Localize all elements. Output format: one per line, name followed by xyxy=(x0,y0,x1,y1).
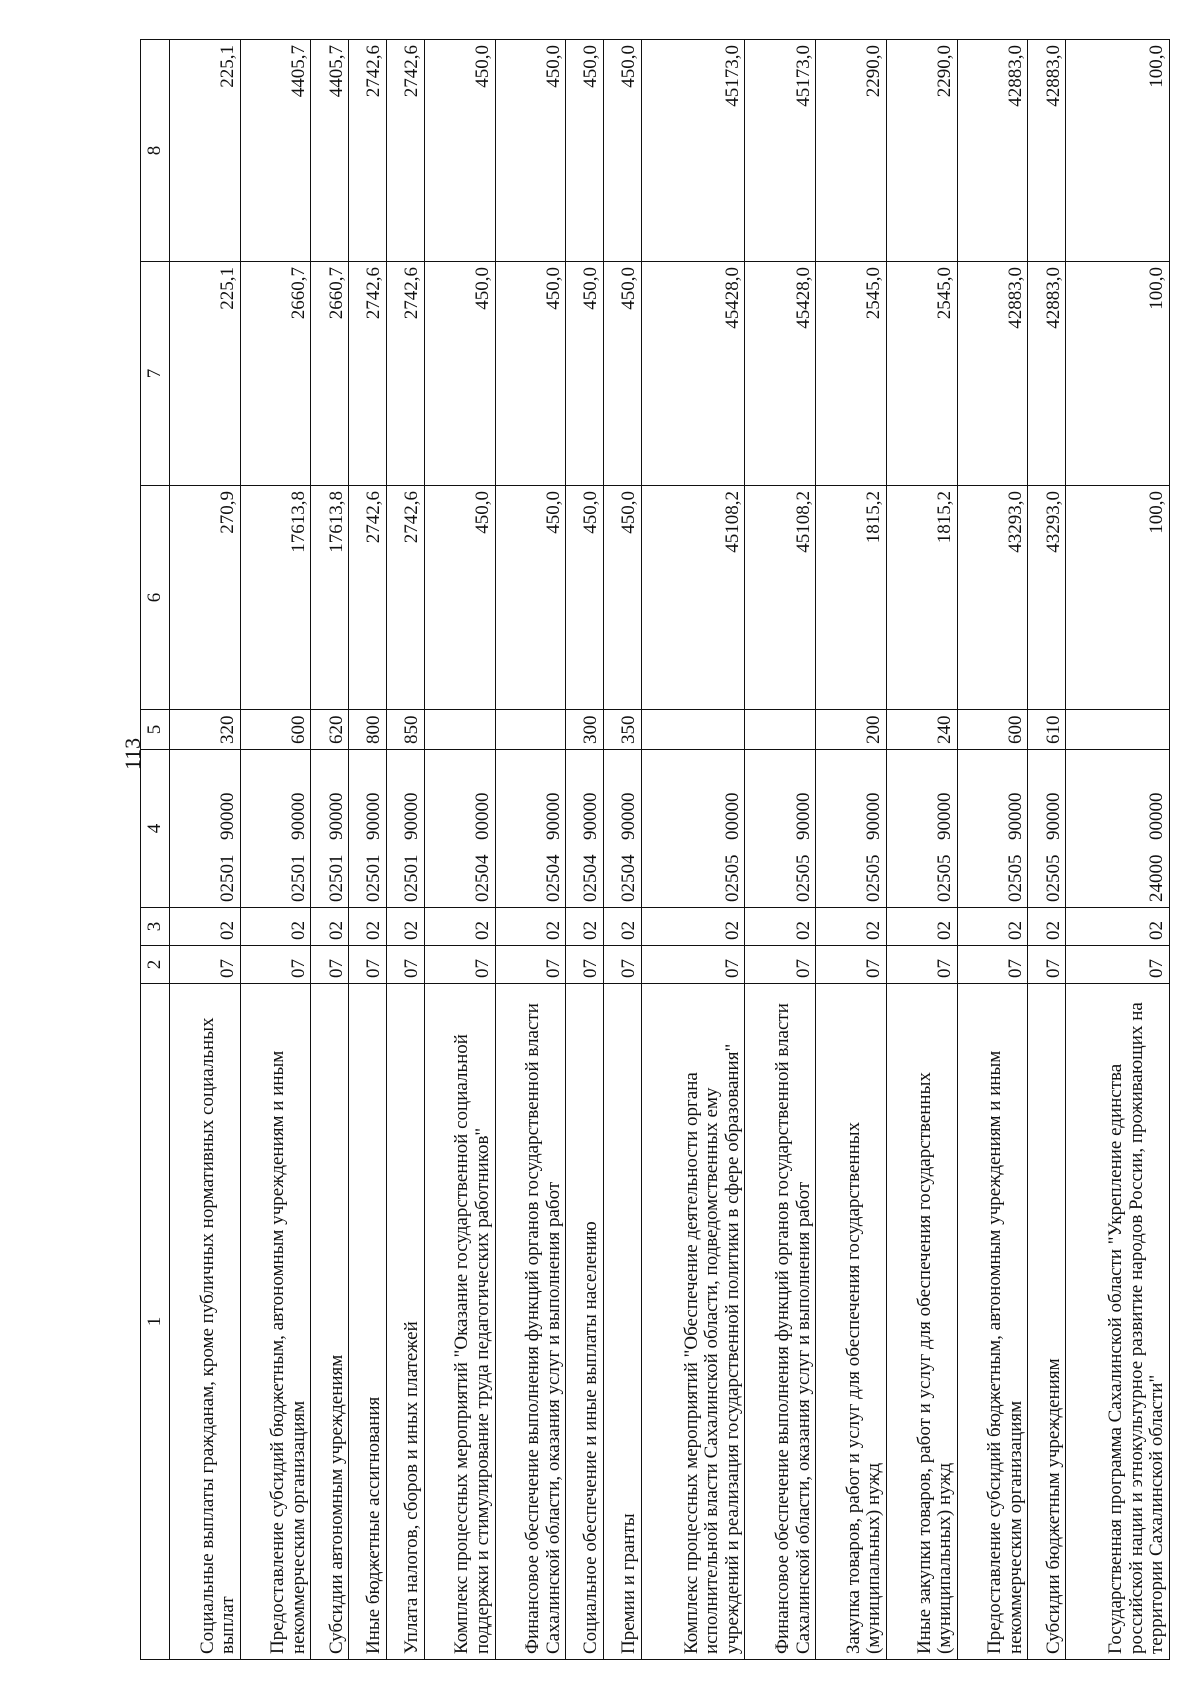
row-name: Уплата налогов, сборов и иных платежей xyxy=(387,984,425,1660)
table-body xyxy=(170,40,1170,1660)
amount-year-3: 225,1 xyxy=(170,40,241,262)
amount-year-2: 2742,6 xyxy=(349,262,387,486)
amount-year-1: 1815,2 xyxy=(886,486,957,710)
expense-type-code: 240 xyxy=(886,710,957,750)
direction-code: 90000 xyxy=(792,792,814,840)
amount-year-2: 450,0 xyxy=(566,262,604,486)
expense-type-code xyxy=(495,710,566,750)
expense-type-code: 850 xyxy=(387,710,425,750)
direction-code: 00000 xyxy=(1146,792,1168,840)
column-header: 1 xyxy=(141,984,170,1660)
amount-year-2: 225,1 xyxy=(170,262,241,486)
direction-code: 90000 xyxy=(325,792,347,840)
program-code: 02505 xyxy=(863,854,885,902)
table-row xyxy=(957,40,1028,1660)
section-code: 07 xyxy=(495,946,566,984)
amount-year-1: 45108,2 xyxy=(745,486,816,710)
section-code: 07 xyxy=(957,946,1028,984)
direction-code: 90000 xyxy=(618,792,640,840)
amount-year-1: 100,0 xyxy=(1066,486,1170,710)
amount-year-1: 43293,0 xyxy=(957,486,1028,710)
column-header: 6 xyxy=(141,486,170,710)
expense-type-code: 600 xyxy=(240,710,311,750)
table-row xyxy=(1028,40,1066,1660)
amount-year-3: 4405,7 xyxy=(240,40,311,262)
row-name: Комплекс процессных мероприятий "Обеспечение деятельности органа исполнительной власти Сахалинской области, подведомственных ему учреждений и реализация государственной политики в сфере образования" xyxy=(641,984,745,1660)
table-row xyxy=(424,40,495,1660)
subsection-code: 02 xyxy=(1066,908,1170,946)
table-row xyxy=(495,40,566,1660)
expense-type-code: 300 xyxy=(566,710,604,750)
target-article-code xyxy=(566,750,604,908)
row-name: Комплекс процессных мероприятий "Оказание государственной социальной поддержки и стимулирование труда педагогических работников" xyxy=(424,984,495,1660)
amount-year-2: 42883,0 xyxy=(957,262,1028,486)
amount-year-1: 450,0 xyxy=(495,486,566,710)
program-code: 02505 xyxy=(1042,854,1064,902)
program-code: 02501 xyxy=(287,854,309,902)
page-number: 113 xyxy=(120,737,145,770)
amount-year-1: 2742,6 xyxy=(349,486,387,710)
amount-year-2: 2545,0 xyxy=(886,262,957,486)
target-article-code xyxy=(957,750,1028,908)
program-code: 02505 xyxy=(934,854,956,902)
expense-type-code: 200 xyxy=(816,710,887,750)
row-name: Социальное обеспечение и иные выплаты населению xyxy=(566,984,604,1660)
amount-year-3: 2742,6 xyxy=(387,40,425,262)
column-header: 7 xyxy=(141,262,170,486)
row-name: Премии и гранты xyxy=(604,984,642,1660)
section-code: 07 xyxy=(745,946,816,984)
subsection-code: 02 xyxy=(816,908,887,946)
amount-year-2: 450,0 xyxy=(604,262,642,486)
table-row xyxy=(641,40,745,1660)
target-article-code xyxy=(349,750,387,908)
amount-year-1: 270,9 xyxy=(170,486,241,710)
direction-code: 90000 xyxy=(401,792,423,840)
amount-year-2: 2660,7 xyxy=(311,262,349,486)
column-header: 3 xyxy=(141,908,170,946)
program-code: 02504 xyxy=(618,854,640,902)
amount-year-2: 45428,0 xyxy=(745,262,816,486)
direction-code: 90000 xyxy=(217,792,239,840)
section-code: 07 xyxy=(240,946,311,984)
row-name: Финансовое обеспечение выполнения функций органов государственной власти Сахалинской области, оказания услуг и выполнения работ xyxy=(495,984,566,1660)
rotated-page xyxy=(140,40,1170,1660)
target-article-code xyxy=(816,750,887,908)
program-code: 02505 xyxy=(1004,854,1026,902)
amount-year-3: 45173,0 xyxy=(745,40,816,262)
amount-year-1: 1815,2 xyxy=(816,486,887,710)
program-code: 02504 xyxy=(580,854,602,902)
table-row xyxy=(387,40,425,1660)
direction-code: 90000 xyxy=(1004,792,1026,840)
subsection-code: 02 xyxy=(566,908,604,946)
amount-year-2: 2742,6 xyxy=(387,262,425,486)
section-code: 07 xyxy=(1028,946,1066,984)
table-row xyxy=(240,40,311,1660)
column-header: 4 xyxy=(141,750,170,908)
amount-year-3: 42883,0 xyxy=(1028,40,1066,262)
subsection-code: 02 xyxy=(957,908,1028,946)
expense-type-code xyxy=(1066,710,1170,750)
amount-year-3: 2290,0 xyxy=(816,40,887,262)
section-code: 07 xyxy=(1066,946,1170,984)
target-article-code xyxy=(387,750,425,908)
table-row xyxy=(566,40,604,1660)
subsection-code: 02 xyxy=(745,908,816,946)
row-name: Предоставление субсидий бюджетным, автономным учреждениям и иным некоммерческим организациям xyxy=(240,984,311,1660)
target-article-code xyxy=(170,750,241,908)
program-code: 02504 xyxy=(471,854,493,902)
amount-year-3: 450,0 xyxy=(566,40,604,262)
section-code: 07 xyxy=(424,946,495,984)
expense-type-code xyxy=(745,710,816,750)
direction-code: 00000 xyxy=(721,792,743,840)
row-name: Субсидии автономным учреждениям xyxy=(311,984,349,1660)
amount-year-3: 4405,7 xyxy=(311,40,349,262)
section-code: 07 xyxy=(311,946,349,984)
amount-year-1: 45108,2 xyxy=(641,486,745,710)
table-row xyxy=(745,40,816,1660)
row-name: Социальные выплаты гражданам, кроме публичных нормативных социальных выплат xyxy=(170,984,241,1660)
budget-table xyxy=(140,39,1170,1660)
direction-code: 90000 xyxy=(363,792,385,840)
expense-type-code: 350 xyxy=(604,710,642,750)
expense-type-code: 620 xyxy=(311,710,349,750)
subsection-code: 02 xyxy=(387,908,425,946)
section-code: 07 xyxy=(387,946,425,984)
row-name: Государственная программа Сахалинской области "Укрепление единства российской нации и этнокультурное развитие народов России, проживающих на территории Сахалинской области" xyxy=(1066,984,1170,1660)
subsection-code: 02 xyxy=(495,908,566,946)
subsection-code: 02 xyxy=(349,908,387,946)
table-row xyxy=(604,40,642,1660)
section-code: 07 xyxy=(816,946,887,984)
target-article-code xyxy=(745,750,816,908)
direction-code: 90000 xyxy=(287,792,309,840)
amount-year-1: 17613,8 xyxy=(311,486,349,710)
amount-year-1: 450,0 xyxy=(424,486,495,710)
amount-year-3: 45173,0 xyxy=(641,40,745,262)
direction-code: 90000 xyxy=(542,792,564,840)
direction-code: 90000 xyxy=(863,792,885,840)
subsection-code: 02 xyxy=(886,908,957,946)
column-header: 2 xyxy=(141,946,170,984)
column-header: 5 xyxy=(141,710,170,750)
subsection-code: 02 xyxy=(240,908,311,946)
amount-year-1: 43293,0 xyxy=(1028,486,1066,710)
target-article-code xyxy=(424,750,495,908)
target-article-code xyxy=(641,750,745,908)
subsection-code: 02 xyxy=(641,908,745,946)
direction-code: 90000 xyxy=(580,792,602,840)
table-header xyxy=(141,40,170,1660)
program-code: 02501 xyxy=(325,854,347,902)
direction-code: 90000 xyxy=(934,792,956,840)
expense-type-code: 320 xyxy=(170,710,241,750)
expense-type-code xyxy=(424,710,495,750)
target-article-code xyxy=(886,750,957,908)
table-row xyxy=(1066,40,1170,1660)
row-name: Предоставление субсидий бюджетным, автономным учреждениям и иным некоммерческим организациям xyxy=(957,984,1028,1660)
table-row xyxy=(170,40,241,1660)
direction-code: 00000 xyxy=(471,792,493,840)
amount-year-2: 45428,0 xyxy=(641,262,745,486)
subsection-code: 02 xyxy=(424,908,495,946)
amount-year-1: 17613,8 xyxy=(240,486,311,710)
row-name: Иные бюджетные ассигнования xyxy=(349,984,387,1660)
section-code: 07 xyxy=(886,946,957,984)
program-code: 02501 xyxy=(401,854,423,902)
subsection-code: 02 xyxy=(1028,908,1066,946)
amount-year-2: 450,0 xyxy=(495,262,566,486)
table-row xyxy=(349,40,387,1660)
amount-year-2: 2660,7 xyxy=(240,262,311,486)
amount-year-3: 100,0 xyxy=(1066,40,1170,262)
column-header: 8 xyxy=(141,40,170,262)
target-article-code xyxy=(604,750,642,908)
amount-year-2: 42883,0 xyxy=(1028,262,1066,486)
expense-type-code: 610 xyxy=(1028,710,1066,750)
program-code: 02504 xyxy=(542,854,564,902)
target-article-code xyxy=(1028,750,1066,908)
target-article-code xyxy=(1066,750,1170,908)
subsection-code: 02 xyxy=(170,908,241,946)
amount-year-3: 2290,0 xyxy=(886,40,957,262)
direction-code: 90000 xyxy=(1042,792,1064,840)
section-code: 07 xyxy=(349,946,387,984)
amount-year-1: 2742,6 xyxy=(387,486,425,710)
section-code: 07 xyxy=(566,946,604,984)
table-row xyxy=(816,40,887,1660)
row-name: Финансовое обеспечение выполнения функций органов государственной власти Сахалинской области, оказания услуг и выполнения работ xyxy=(745,984,816,1660)
amount-year-2: 450,0 xyxy=(424,262,495,486)
amount-year-2: 100,0 xyxy=(1066,262,1170,486)
section-code: 07 xyxy=(604,946,642,984)
program-code: 02501 xyxy=(217,854,239,902)
amount-year-2: 2545,0 xyxy=(816,262,887,486)
program-code: 02505 xyxy=(792,854,814,902)
amount-year-1: 450,0 xyxy=(604,486,642,710)
section-code: 07 xyxy=(641,946,745,984)
program-code: 02501 xyxy=(363,854,385,902)
amount-year-3: 450,0 xyxy=(604,40,642,262)
program-code: 24000 xyxy=(1146,854,1168,902)
target-article-code xyxy=(311,750,349,908)
row-name: Закупка товаров, работ и услуг для обеспечения государственных (муниципальных) нужд xyxy=(816,984,887,1660)
expense-type-code: 600 xyxy=(957,710,1028,750)
row-name: Иные закупки товаров, работ и услуг для обеспечения государственных (муниципальных) нужд xyxy=(886,984,957,1660)
table-row xyxy=(886,40,957,1660)
expense-type-code xyxy=(641,710,745,750)
row-name: Субсидии бюджетным учреждениям xyxy=(1028,984,1066,1660)
amount-year-3: 2742,6 xyxy=(349,40,387,262)
subsection-code: 02 xyxy=(311,908,349,946)
amount-year-1: 450,0 xyxy=(566,486,604,710)
amount-year-3: 450,0 xyxy=(495,40,566,262)
amount-year-3: 450,0 xyxy=(424,40,495,262)
section-code: 07 xyxy=(170,946,241,984)
amount-year-3: 42883,0 xyxy=(957,40,1028,262)
expense-type-code: 800 xyxy=(349,710,387,750)
subsection-code: 02 xyxy=(604,908,642,946)
target-article-code xyxy=(495,750,566,908)
target-article-code xyxy=(240,750,311,908)
table-row xyxy=(311,40,349,1660)
program-code: 02505 xyxy=(721,854,743,902)
